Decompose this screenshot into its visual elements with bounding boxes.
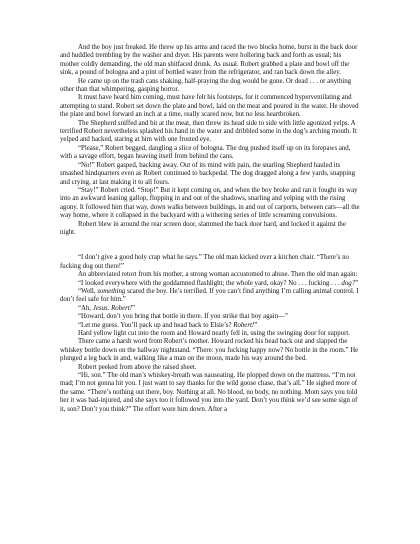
paragraph: [60, 145, 360, 162]
paragraph: [60, 338, 360, 363]
paragraph: [60, 120, 360, 145]
paragraph: [60, 94, 360, 119]
paragraph-text: ”: [254, 321, 258, 329]
paragraph-text: “No!” Robert gasped, backing away. Out of its mind with pain, the snarling Shepherd hauled its smashed hindquarters even as Robert continued to backpedal. The dog dragged along a few yards, snapping and crying, at last making it to all fours.: [60, 161, 356, 186]
paragraph: [60, 313, 360, 321]
paragraph-text: “I looked everywhere with the goddamned flashlight; the whole yard, okay? No . . . fucking . . .: [78, 279, 342, 287]
paragraph-text: “Let me guess. You’ll pack up and head back to Elsie’s?: [78, 321, 234, 329]
paragraph: [60, 330, 360, 338]
paragraph: [60, 364, 360, 372]
emphasis-text: dog?: [341, 279, 356, 287]
paragraph-text: The Shepherd sniffed and bit at the meat, then threw its head side to side with little agonized yelps. A terrified Robert nevertheless splashed his hand in the water and dribbled some in the dog’s arching mouth. It yelped and hacked, staring at him with one frosted eye.: [60, 119, 357, 144]
paragraph: [60, 162, 360, 187]
paragraph-text: He came up on the trash cans shaking, half-praying the dog would be gone. Or dead . . . or anything other than that whimpering, gasping horror.: [60, 77, 352, 94]
paragraph-text: “Ah,: [78, 304, 93, 312]
paragraph-text: And the boy just freaked. He threw up his arms and raced the two blocks home, burst in the back door and huddled trembling by the washer and dryer. His parents were hollering back and forth as usual; his mother coldly demanding, the old man shitfaced drunk. As usual. Robert grabbed a plate and bowl off the sink, a pound of bologna and a pint of bottled water from the refrigerator, and ran back down the alley.: [60, 44, 358, 77]
paragraph: [60, 372, 360, 414]
paragraph: [60, 322, 360, 330]
paragraph: [60, 271, 360, 279]
paragraph-text: ”: [355, 279, 359, 287]
paragraph: [60, 280, 360, 288]
paragraph-text: “Well,: [78, 287, 98, 295]
paragraph-text: Robert peeked from above the raised sheet.: [78, 363, 197, 371]
paragraph-text: scared the boy. He’s terrified. If you can’t find anything I’m calling animal control. I don’t feel safe for him.”: [60, 287, 359, 304]
paragraph-text: “I don’t give a good holy crap what he says.” The old man kicked over a kitchen chair. “There’s no fucking dog out there!”: [60, 254, 349, 270]
paragraph: [60, 254, 360, 271]
paragraph-text: “Stay!” Robert cried. “Stop!” But it kept coming on, and when the boy broke and ran it fought its way into an awkward leaning gallop, flopping in and out of the shadows, snarling and yelping with the rising agony. It followed him that way, down walks between buildings, in and out of carports, between cars—all the way home, where it collapsed in the backyard with a withering series of little screaming convulsions.: [60, 186, 360, 220]
paragraph-text: An abbreviated retort from his mother, a strong woman accustomed to abuse. Then the old man again:: [78, 271, 358, 279]
emphasis-text: something: [97, 287, 126, 295]
paragraph: [60, 221, 360, 238]
paragraph: [60, 78, 360, 95]
paragraph-text: Robert blew in around the rear screen door, slammed the back door hard, and locked it against the night.: [60, 220, 346, 236]
paragraph: [60, 305, 360, 313]
paragraph: [60, 44, 360, 78]
paragraph: [60, 187, 360, 221]
paragraph-text: Hard yellow light cut into the room and Howard nearly fell in, using the swinging door for support.: [78, 330, 350, 337]
paragraph-text: It must have heard him coming, must have felt his footsteps, for it commenced hyperventilating and attempting to stand. Robert set down the plate and bowl, laid on the meat and poured in the water. He shoved the plate and bowl forward an inch at a time, really scared now, but no less heartbroken.: [60, 94, 359, 119]
paragraph-text: There came a harsh word from Robert’s mother. Howard rocked his head back out and slapped the whiskey bottle down on the hallway nightstand. “There: you fucking happy now? No bottle in the room.” He plunged a leg back in and, walking like a man on the moon, made his way around the bed.: [60, 338, 359, 363]
paragraph-text: “Please,” Robert begged, dangling a slice of bologna. The dog pushed itself up on its forepaws and, with a savage effort, began heaving itself from behind the cans.: [60, 144, 351, 161]
paragraph-text: ”: [131, 304, 136, 312]
paragraph-text: “Howard, don’t you bring that bottle in there. If you strike that boy again—”: [78, 313, 288, 321]
emphasis-text: Robert!: [233, 321, 255, 329]
paragraph-text: “Hi, son.” The old man’s whiskey-breath was nauseating. He plopped down on the mattress. “I’m not mad; I’m not gonna hit you. I just want to say thanks for the wild goose chase, that’s all.” He sighed more of the same. “There’s nothing out there, boy. Nothing at all. No blood, no body, no nothing. Mom says you told her it was bad-injured, and she says too it followed you into the yard. Don’t you think we’d see some sign of it, son? Don’t you think?” The effort wore him down. After a: [60, 372, 358, 413]
paragraph: [60, 288, 360, 305]
emphasis-text: Jesus. Robert!: [92, 304, 132, 312]
